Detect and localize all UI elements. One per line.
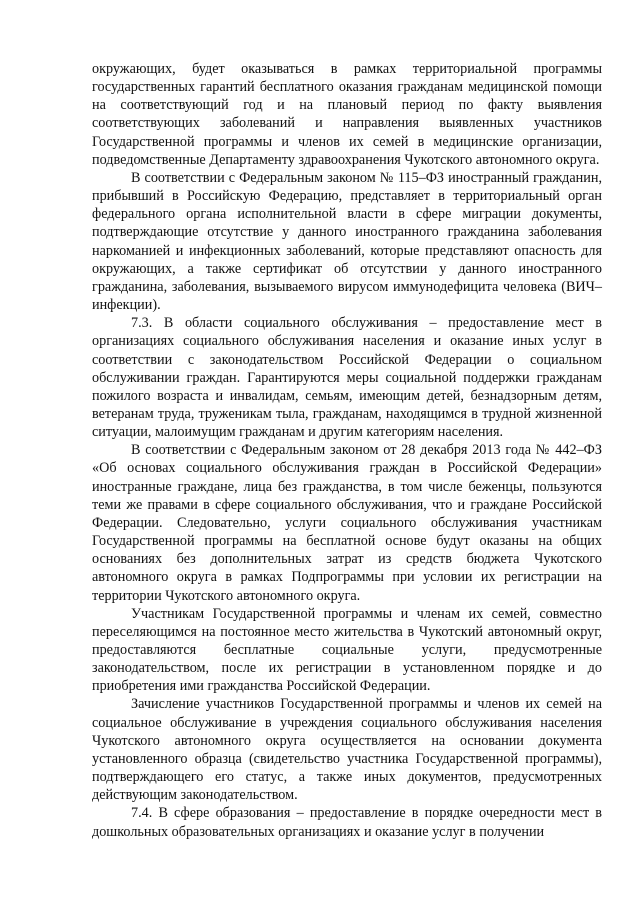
- paragraph-fz-442: В соответствии с Федеральным законом от 28 декабря 2013 года № 442–ФЗ «Об основах социального обслуживания граждан в Российской Федерации» иностранные граждане, лица без гражданства, в том числе беженцы, пользуются теми же правами в сфере социального обслуживания, что и граждане Российской Федерации. Следовательно, услуги социального обслуживания участникам Государственной программы на бесплатной основе будут оказаны на общих основаниях без дополнительных затрат из средств бюджета Чукотского автономного округа в рамках Подпрограммы при условии их регистрации на территории Чукотского автономного округа.: [92, 442, 602, 604]
- document-body: [92, 60, 602, 841]
- paragraph-fz-115: В соответствии с Федеральным законом № 115–ФЗ иностранный гражданин, прибывший в Российскую Федерацию, представляет в территориальный орган федерального органа исполнительной власти в сфере миграции документы, подтверждающие отсутствие у данного иностранного гражданина заболевания наркоманией и инфекционных заболеваний, которые представляют опасность для окружающих, а также сертификат об отсутствии у данного иностранного гражданина, заболевания, вызываемого вирусом иммунодефицита человека (ВИЧ–инфекции).: [92, 169, 602, 314]
- paragraph-7-3-social-services: 7.3. В области социального обслуживания – предоставление мест в организациях социального обслуживания населения и оказание иных услуг в соответствии с законодательством Российской Федерации о социальном обслуживании граждан. Гарантируются меры социальной поддержки гражданам пожилого возраста и инвалидам, семьям, имеющим детей, безнадзорным детям, ветеранам труда, труженикам тыла, гражданам, находящимся в трудной жизненной ситуации, малоимущим гражданам и другим категориям населения.: [92, 315, 602, 441]
- paragraph-free-social-services: Участникам Государственной программы и членам их семей, совместно переселяющимся на постоянное место жительства в Чукотский автономный округ, предоставляются бесплатные социальные услуги, предусмотренные законодательством, после их регистрации в установленном порядке и до приобретения ими гражданства Российской Федерации.: [92, 605, 602, 695]
- paragraph-7-4-education: 7.4. В сфере образования – предоставление в порядке очередности мест в дошкольных образовательных организациях и оказание услуг в получении: [92, 805, 602, 840]
- paragraph-continuation: окружающих, будет оказываться в рамках территориальной программы государственных гарантий бесплатного оказания гражданам медицинской помощи на соответствующий год и на плановый период по факту выявления соответствующих заболеваний и направления выявленных участников Государственной программы и членов их семей в медицинские организации, подведомственные Департаменту здравоохранения Чукотского автономного округа.: [92, 61, 602, 168]
- paragraph-enrollment: Зачисление участников Государственной программы и членов их семей на социальное обслуживание в учреждения социального обслуживания населения Чукотского автономного округа осуществляется на основании документа установленного образца (свидетельство участника Государственной программы), подтверждающего его статус, а также иных документов, предусмотренных действующим законодательством.: [92, 696, 602, 804]
